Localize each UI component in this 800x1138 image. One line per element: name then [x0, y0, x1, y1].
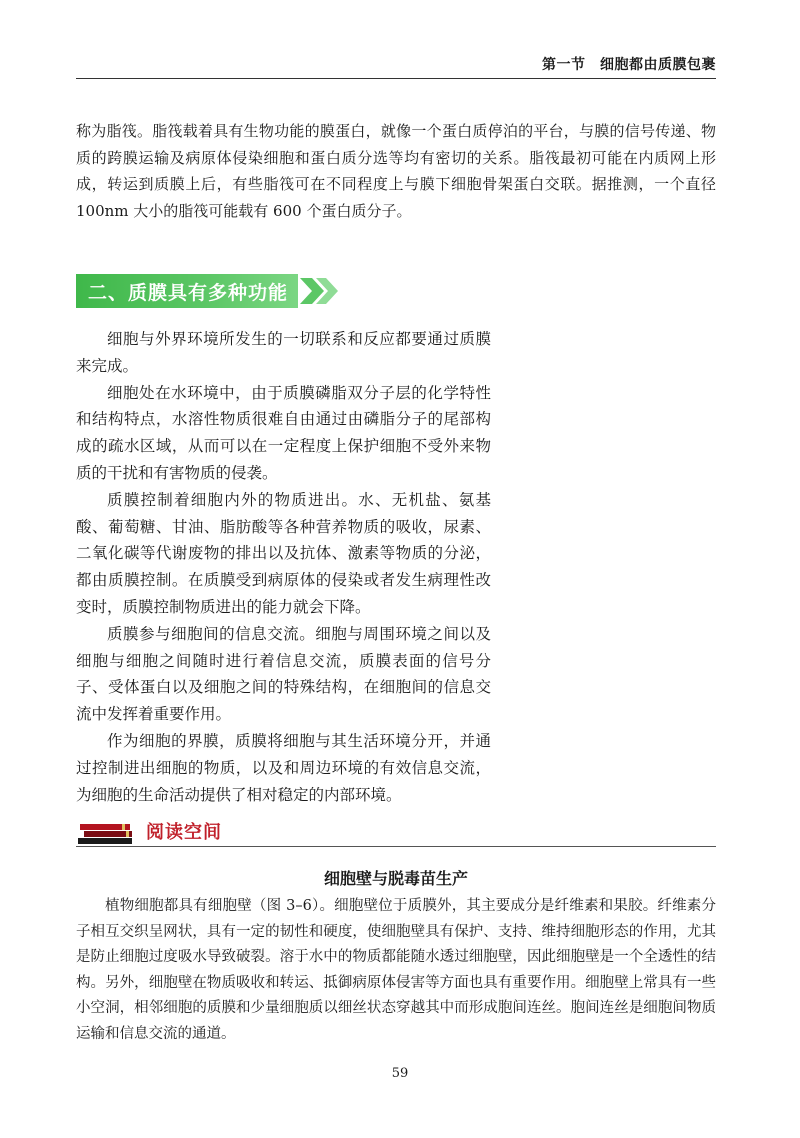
page-number: 59	[391, 1066, 409, 1081]
reading-body	[76, 894, 716, 1047]
section-paragraph: 细胞处在水环境中，由于质膜磷脂双分子层的化学特性和结构特点，水溶性物质很难自由通过由磷脂分子的尾部构成的疏水区域，从而可以在一定程度上保护细胞不受外来物质的干扰和有害物质的侵袭。	[76, 383, 491, 482]
header-rule	[76, 78, 716, 79]
reading-paragraph: 植物细胞都具有细胞壁（图 3–6）。细胞壁位于质膜外，其主要成分是纤维素和果胶。纤维素分子相互交织呈网状，具有一定的韧性和硬度，使细胞壁具有保护、支持、维持细胞形态的作用，尤其是防止细胞过度吸水导致破裂。溶于水中的物质都能随水透过细胞壁，因此细胞壁是一个全透性的结构。另外，细胞壁在物质吸收和转运、抵御病原体侵害等方面也具有重要作用。细胞壁上常具有一些小空洞，相邻细胞的质膜和少量细胞质以细丝状态穿越其中而形成胞间连丝。胞间连丝是细胞间物质运输和信息交流的通道。	[76, 898, 716, 1042]
section-body	[76, 326, 491, 808]
running-header: 第一节 细胞都由质膜包裹	[542, 57, 716, 73]
section-paragraph: 作为细胞的界膜，质膜将细胞与其生活环境分开，并通过控制进出细胞的物质，以及和周边环境的有效信息交流，为细胞的生命活动提供了相对稳定的内部环境。	[76, 731, 491, 804]
section-heading	[76, 274, 331, 308]
section-paragraph: 细胞与外界环境所发生的一切联系和反应都要通过质膜来完成。	[76, 330, 491, 375]
reading-banner-label: 阅读空间	[146, 822, 222, 843]
intro-paragraph	[76, 118, 716, 224]
reading-banner	[76, 818, 716, 848]
reading-title: 细胞壁与脱毒苗生产	[323, 869, 468, 888]
section-paragraph: 质膜参与细胞间的信息交流。细胞与周围环境之间以及细胞与细胞之间随时进行着信息交流，质膜表面的信号分子、受体蛋白以及细胞之间的特殊结构，在细胞间的信息交流中发挥着重要作用。	[76, 624, 491, 724]
chevron-right-icon	[314, 276, 344, 306]
books-icon	[76, 822, 136, 846]
reading-banner-rule	[76, 846, 716, 847]
intro-text: 称为脂筏。脂筏载着具有生物功能的膜蛋白，就像一个蛋白质停泊的平台，与膜的信号传递、物质的跨膜运输及病原体侵染细胞和蛋白质分选等均有密切的关系。脂筏最初可能在内质网上形成，转运到质膜上后，有些脂筏可在不同程度上与膜下细胞骨架蛋白交联。据推测，一个直径 100nm 大小的脂筏可能载有 600 个蛋白质分子。	[76, 122, 716, 220]
section-heading-title: 二、质膜具有多种功能	[88, 282, 289, 304]
section-paragraph: 质膜控制着细胞内外的物质进出。水、无机盐、氨基酸、葡萄糖、甘油、脂肪酸等各种营养物质的吸收，尿素、二氧化碳等代谢废物的排出以及抗体、激素等物质的分泌，都由质膜控制。在质膜受到病原体的侵染或者发生病理性改变时，质膜控制物质进出的能力就会下降。	[76, 490, 491, 616]
